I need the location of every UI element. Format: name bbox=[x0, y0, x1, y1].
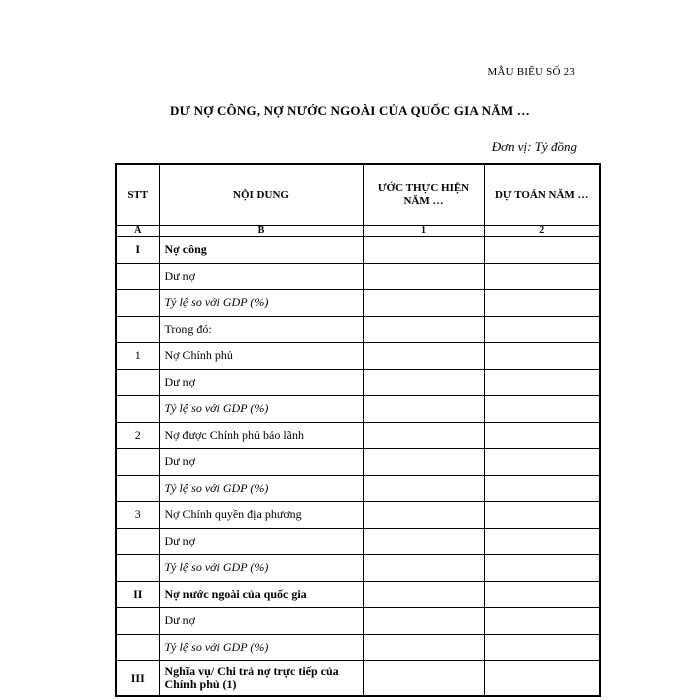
row-stt: 1 bbox=[116, 343, 159, 370]
row-estimate-cell bbox=[363, 290, 484, 317]
row-estimate-cell bbox=[363, 502, 484, 529]
column-header-content: NỘI DUNG bbox=[159, 164, 363, 226]
column-code-row bbox=[116, 226, 600, 237]
table-row bbox=[116, 290, 600, 317]
column-code-2: 2 bbox=[484, 226, 600, 237]
document-title: DƯ NỢ CÔNG, NỢ NƯỚC NGOÀI CỦA QUỐC GIA NĂM … bbox=[170, 103, 530, 118]
row-stt bbox=[116, 608, 159, 635]
row-estimate-cell bbox=[363, 422, 484, 449]
row-content: Nợ công bbox=[159, 237, 363, 264]
row-budget-cell bbox=[484, 343, 600, 370]
row-stt: III bbox=[116, 661, 159, 697]
row-budget-cell bbox=[484, 316, 600, 343]
row-stt bbox=[116, 290, 159, 317]
row-budget-cell bbox=[484, 396, 600, 423]
table-row bbox=[116, 475, 600, 502]
row-estimate-cell bbox=[363, 634, 484, 661]
row-stt bbox=[116, 555, 159, 582]
row-budget-cell bbox=[484, 634, 600, 661]
table-row bbox=[116, 422, 600, 449]
table-row bbox=[116, 608, 600, 635]
row-estimate-cell bbox=[363, 343, 484, 370]
row-content: Dư nợ bbox=[159, 263, 363, 290]
column-header-estimate: ƯỚC THỰC HIỆN NĂM … bbox=[363, 164, 484, 226]
row-estimate-cell bbox=[363, 475, 484, 502]
debt-table bbox=[115, 163, 601, 697]
row-budget-cell bbox=[484, 369, 600, 396]
table-row bbox=[116, 316, 600, 343]
row-budget-cell bbox=[484, 237, 600, 264]
table-row bbox=[116, 237, 600, 264]
row-budget-cell bbox=[484, 555, 600, 582]
row-content: Tỷ lệ so với GDP (%) bbox=[159, 396, 363, 423]
row-estimate-cell bbox=[363, 608, 484, 635]
row-budget-cell bbox=[484, 263, 600, 290]
table-row bbox=[116, 581, 600, 608]
row-content: Dư nợ bbox=[159, 608, 363, 635]
table-header-row bbox=[116, 164, 600, 226]
row-budget-cell bbox=[484, 608, 600, 635]
row-content: Nợ Chính quyền địa phương bbox=[159, 502, 363, 529]
row-stt: I bbox=[116, 237, 159, 264]
row-stt bbox=[116, 263, 159, 290]
row-stt bbox=[116, 449, 159, 476]
table-row bbox=[116, 634, 600, 661]
row-content: Tỷ lệ so với GDP (%) bbox=[159, 634, 363, 661]
row-stt bbox=[116, 634, 159, 661]
row-stt bbox=[116, 475, 159, 502]
row-estimate-cell bbox=[363, 528, 484, 555]
table-row bbox=[116, 343, 600, 370]
row-estimate-cell bbox=[363, 263, 484, 290]
column-code-b: B bbox=[159, 226, 363, 237]
unit-label: Đơn vị: Tỷ đồng bbox=[491, 139, 577, 154]
column-code-1: 1 bbox=[363, 226, 484, 237]
table-row bbox=[116, 502, 600, 529]
row-budget-cell bbox=[484, 290, 600, 317]
row-stt: 2 bbox=[116, 422, 159, 449]
table-row bbox=[116, 449, 600, 476]
row-estimate-cell bbox=[363, 369, 484, 396]
row-budget-cell bbox=[484, 422, 600, 449]
form-code: MẪU BIỂU SỐ 23 bbox=[487, 66, 575, 78]
row-estimate-cell bbox=[363, 555, 484, 582]
row-budget-cell bbox=[484, 528, 600, 555]
row-stt: II bbox=[116, 581, 159, 608]
row-estimate-cell bbox=[363, 316, 484, 343]
row-content: Dư nợ bbox=[159, 449, 363, 476]
table-row bbox=[116, 369, 600, 396]
table-row bbox=[116, 396, 600, 423]
table-row bbox=[116, 661, 600, 697]
row-stt: 3 bbox=[116, 502, 159, 529]
row-budget-cell bbox=[484, 502, 600, 529]
row-budget-cell bbox=[484, 475, 600, 502]
row-content: Nợ Chính phủ bbox=[159, 343, 363, 370]
row-content: Tỷ lệ so với GDP (%) bbox=[159, 555, 363, 582]
row-content: Nợ nước ngoài của quốc gia bbox=[159, 581, 363, 608]
row-stt bbox=[116, 528, 159, 555]
column-header-stt: STT bbox=[116, 164, 159, 226]
table-row bbox=[116, 555, 600, 582]
column-header-budget: DỰ TOÁN NĂM … bbox=[484, 164, 600, 226]
row-content: Dư nợ bbox=[159, 369, 363, 396]
row-stt bbox=[116, 369, 159, 396]
row-content: Tỷ lệ so với GDP (%) bbox=[159, 475, 363, 502]
row-stt bbox=[116, 316, 159, 343]
row-budget-cell bbox=[484, 449, 600, 476]
row-budget-cell bbox=[484, 661, 600, 697]
row-content: Nợ được Chính phủ bảo lãnh bbox=[159, 422, 363, 449]
row-content: Tỷ lệ so với GDP (%) bbox=[159, 290, 363, 317]
row-content: Nghĩa vụ/ Chi trả nợ trực tiếp của Chính phủ (1) bbox=[159, 661, 363, 697]
table-row bbox=[116, 263, 600, 290]
column-code-a: A bbox=[116, 226, 159, 237]
row-content: Trong đó: bbox=[159, 316, 363, 343]
row-estimate-cell bbox=[363, 581, 484, 608]
table-row bbox=[116, 528, 600, 555]
row-budget-cell bbox=[484, 581, 600, 608]
row-estimate-cell bbox=[363, 237, 484, 264]
row-estimate-cell bbox=[363, 661, 484, 697]
row-estimate-cell bbox=[363, 449, 484, 476]
row-estimate-cell bbox=[363, 396, 484, 423]
row-stt bbox=[116, 396, 159, 423]
row-content: Dư nợ bbox=[159, 528, 363, 555]
